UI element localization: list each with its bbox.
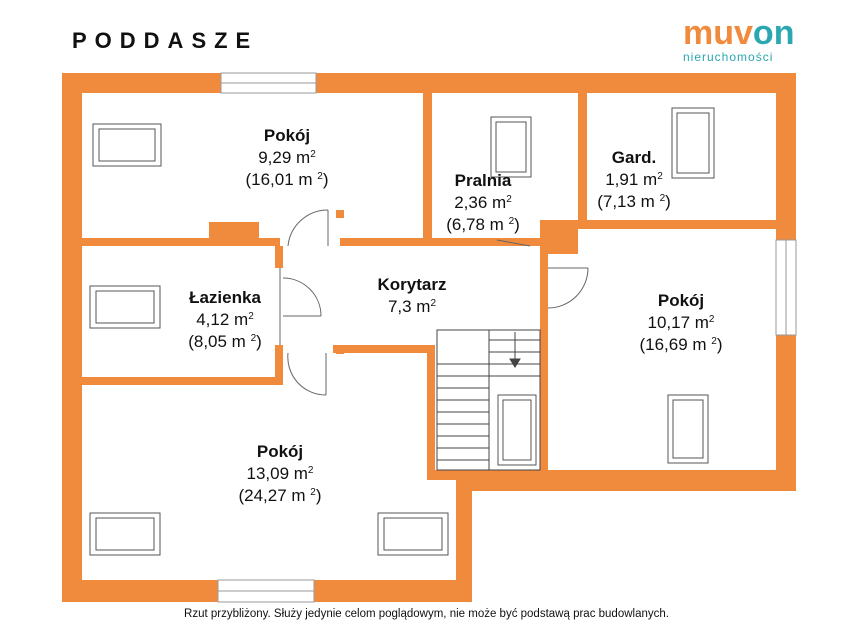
- room-area: 13,09 m: [246, 464, 308, 483]
- logo-word-a: muv: [683, 14, 753, 52]
- room-label-pokoj-3: Pokój 13,09 $m^2$ (24,27 m $^2$): [238, 442, 322, 505]
- room-name: Pokój: [256, 442, 304, 461]
- room-area: 7,3 m: [387, 297, 431, 316]
- page-title: PODDASZE: [72, 28, 259, 53]
- room-area: 2,36 m: [454, 193, 507, 212]
- room-label-pralnia: Pralnia 2,36 $m^2$ (6,78 m $^2$): [446, 171, 520, 234]
- room-name: Korytarz: [377, 275, 447, 294]
- room-total: (8,05 m: [188, 332, 251, 351]
- room-label-garderoba: Gard. 1,91 $m^2$ (7,13 m $^2$): [597, 148, 671, 211]
- company-logo: [683, 14, 794, 64]
- room-label-pokoj-1: Pokój 9,29 $m^2$ (16,01 m $^2$): [245, 126, 329, 189]
- disclaimer-footer: Rzut przybliżony. Służy jedynie celom poglądowym, nie może być podstawą prac budowlanych.: [184, 608, 669, 620]
- logo-word-b: on: [752, 14, 795, 52]
- room-name: Pokój: [657, 291, 705, 310]
- room-area: 4,12 m: [196, 310, 249, 329]
- room-total: (16,69 m: [639, 335, 712, 354]
- room-area: 9,29 m: [258, 148, 311, 167]
- room-area: 10,17 m: [647, 313, 709, 332]
- room-total: (16,01 m: [245, 170, 318, 189]
- room-total: (24,27 m: [238, 486, 311, 505]
- logo-subtitle: nieruchomości: [683, 50, 774, 64]
- room-label-pokoj-2: Pokój 10,17 $m^2$ (16,69 m $^2$): [639, 291, 723, 354]
- room-total: (6,78 m: [446, 215, 509, 234]
- room-total: (7,13 m: [597, 192, 660, 211]
- room-name: Pralnia: [454, 171, 512, 190]
- room-area: 1,91 m: [605, 170, 658, 189]
- room-name: Pokój: [263, 126, 311, 145]
- room-name: Gard.: [611, 148, 657, 167]
- room-label-lazienka: Łazienka 4,12 $m^2$ (8,05 m $^2$): [188, 288, 262, 351]
- room-name: Łazienka: [189, 288, 261, 307]
- room-label-korytarz: Korytarz 7,3 $m^2$: [377, 275, 447, 316]
